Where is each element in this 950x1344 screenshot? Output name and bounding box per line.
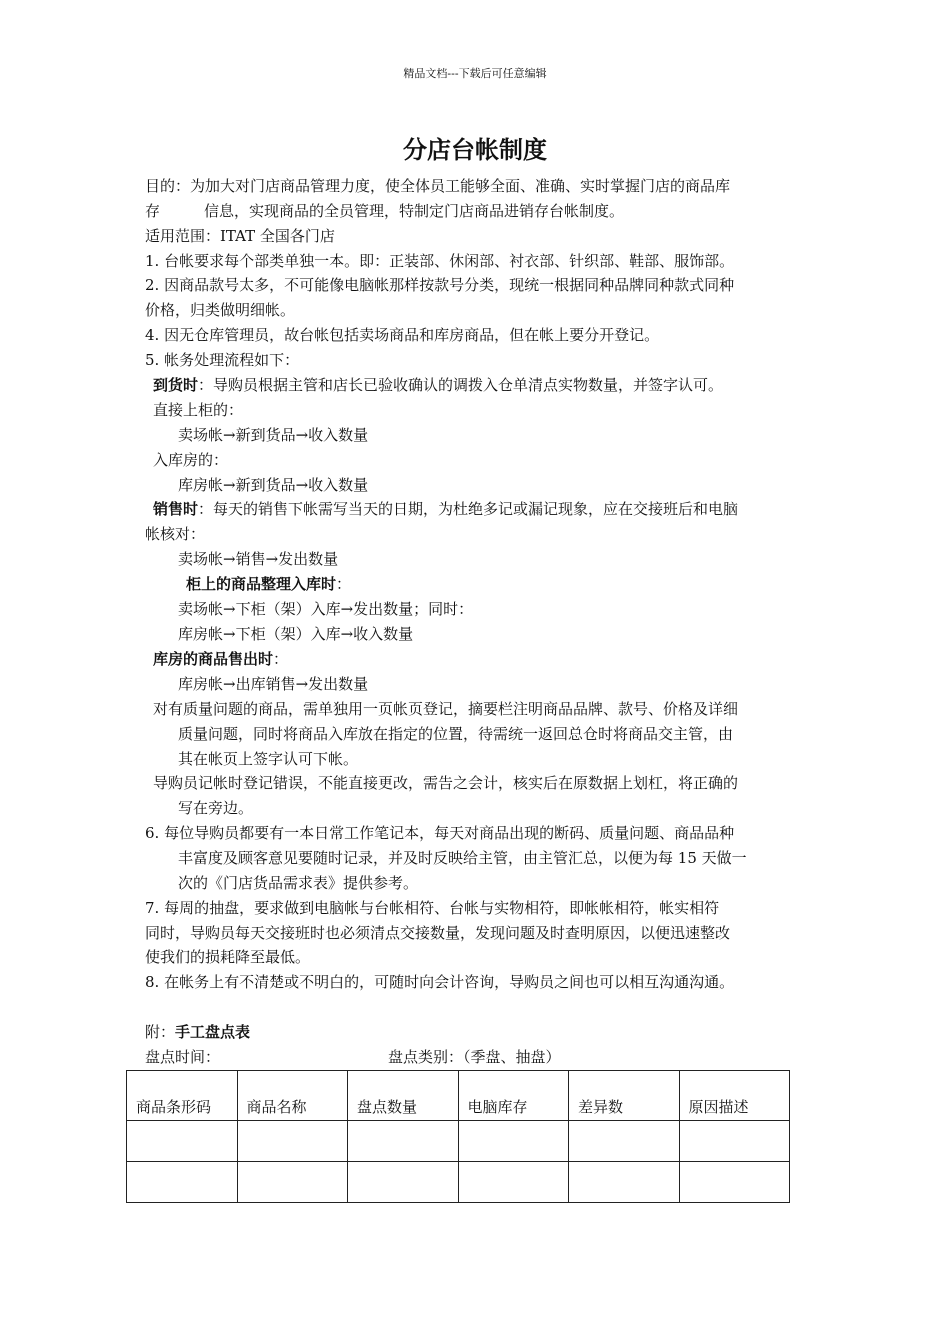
col-count-qty: 盘点数量 (348, 1071, 459, 1121)
flow-off-shelf-receive: 库房帐→下柜（架）入库→收入数量 (178, 625, 414, 643)
rule-6-cont-2: 次的《门店货品需求表》提供参考。 (178, 874, 419, 892)
flow-sales-issue: 卖场帐→销售→发出数量 (178, 550, 339, 568)
table-cell[interactable] (348, 1162, 459, 1203)
table-cell[interactable] (679, 1162, 790, 1203)
quality-line-3: 其在帐页上签字认可下帐。 (178, 750, 359, 768)
rule-6: 6. 每位导购员都要有一本日常工作笔记本，每天对商品出现的断码、质量问题、商品品种 (145, 824, 735, 842)
count-time-label: 盘点时间： (145, 1048, 221, 1066)
counter-to-storage-line: 柜上的商品整理入库时： (186, 575, 352, 593)
flow-storeroom-receive: 库房帐→新到货品→收入数量 (178, 476, 369, 494)
purpose-line-2: 信息，实现商品的全员管理，特制定门店商品进销存台帐制度。 (204, 202, 625, 220)
sales-label: 销售时 (153, 500, 199, 518)
count-type-label: 盘点类别：（季盘、抽盘） (388, 1048, 561, 1066)
flow-storeroom-issue: 库房帐→出库销售→发出数量 (178, 675, 369, 693)
col-reason: 原因描述 (679, 1071, 790, 1121)
error-line-1: 导购员记帐时登记错误，不能直接更改，需告之会计，核实后在原数据上划杠，将正确的 (153, 774, 739, 792)
col-barcode: 商品条形码 (127, 1071, 238, 1121)
flow-off-shelf-issue: 卖场帐→下柜（架）入库→发出数量；同时： (178, 600, 474, 618)
arrival-line (153, 378, 723, 393)
table-cell[interactable] (458, 1162, 569, 1203)
rule-2-cont: 价格，归类做明细帐。 (145, 301, 296, 319)
sales-line (153, 502, 738, 517)
storeroom-label: 入库房的： (153, 451, 229, 469)
storeroom-sold-line: 库房的商品售出时： (153, 650, 289, 668)
table-cell[interactable] (127, 1121, 238, 1162)
rule-5: 5. 帐务处理流程如下： (145, 351, 300, 369)
scope-line: 适用范围：ITAT 全国各门店 (145, 227, 335, 245)
sales-line-cont: 帐核对： (145, 525, 206, 543)
table-cell[interactable] (458, 1121, 569, 1162)
rule-6-cont-1: 丰富度及顾客意见要随时记录，并及时反映给主管，由主管汇总，以便为每 15 天做一 (178, 849, 747, 867)
table-cell[interactable] (569, 1121, 680, 1162)
table-cell[interactable] (237, 1121, 348, 1162)
col-system-stock: 电脑库存 (458, 1071, 569, 1121)
sales-text: ：每天的销售下帐需写当天的日期，为杜绝多记或漏记现象，应在交接班后和电脑 (198, 500, 739, 518)
rule-2: 2. 因商品款号太多，不可能像电脑帐那样按款号分类，现统一根据同种品牌同种款式同种 (145, 276, 735, 294)
quality-line-2: 质量问题，同时将商品入库放在指定的位置，待需统一返回总仓时将商品交主管，由 (178, 725, 734, 743)
arrival-label: 到货时 (153, 376, 199, 394)
purpose-line-2-start: 存 (145, 202, 161, 220)
counter-to-storage-label: 柜上的商品整理入库时 (186, 575, 337, 593)
appendix-title: 手工盘点表 (175, 1023, 251, 1041)
col-name: 商品名称 (237, 1071, 348, 1121)
flow-sales-floor-receive: 卖场帐→新到货品→收入数量 (178, 426, 369, 444)
arrival-text: ：导购员根据主管和店长已验收确认的调拨入仓单清点实物数量，并签字认可。 (198, 376, 724, 394)
table-cell[interactable] (127, 1162, 238, 1203)
quality-line-1: 对有质量问题的商品，需单独用一页帐页登记，摘要栏注明商品品牌、款号、价格及详细 (153, 700, 739, 718)
rule-1: 1. 台帐要求每个部类单独一本。即：正装部、休闲部、衬衣部、针织部、鞋部、服饰部。 (145, 252, 735, 270)
purpose-line-1: 目的：为加大对门店商品管理力度，使全体员工能够全面、准确、实时掌握门店的商品库 (145, 177, 731, 195)
table-row (127, 1121, 790, 1162)
storeroom-sold-label: 库房的商品售出时 (153, 650, 274, 668)
rule-8: 8. 在帐务上有不清楚或不明白的，可随时向会计咨询，导购员之间也可以相互沟通沟通。 (145, 973, 735, 991)
direct-shelf-label: 直接上柜的： (153, 401, 244, 419)
error-line-2: 写在旁边。 (178, 799, 254, 817)
appendix-heading: 附：手工盘点表 (145, 1023, 251, 1041)
table-cell[interactable] (237, 1162, 348, 1203)
page-header: 精品文档---下载后可任意编辑 (403, 67, 547, 80)
table-row (127, 1162, 790, 1203)
inventory-table (126, 1070, 790, 1203)
table-cell[interactable] (679, 1121, 790, 1162)
rule-7: 7. 每周的抽盘，要求做到电脑帐与台帐相符、台帐与实物相符，即帐帐相符，帐实相符 (145, 899, 720, 917)
rule-7-cont-1: 同时，导购员每天交接班时也必须清点交接数量，发现问题及时查明原因，以便迅速整改 (145, 924, 731, 942)
table-cell[interactable] (348, 1121, 459, 1162)
rule-4: 4. 因无仓库管理员，故台帐包括卖场商品和库房商品，但在帐上要分开登记。 (145, 326, 660, 344)
rule-7-cont-2: 使我们的损耗降至最低。 (145, 948, 311, 966)
table-header-row (127, 1071, 790, 1121)
document-title: 分店台帐制度 (403, 136, 547, 164)
table-cell[interactable] (569, 1162, 680, 1203)
col-difference: 差异数 (569, 1071, 680, 1121)
